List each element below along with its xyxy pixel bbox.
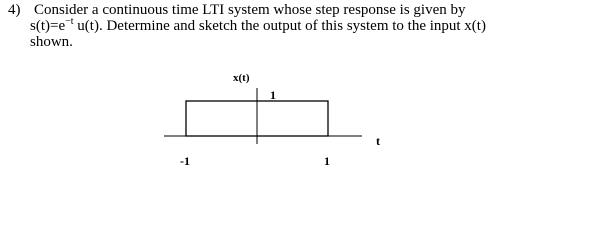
y-axis-label: x(t) (233, 72, 250, 84)
step-response-exponent: −t (65, 16, 74, 27)
problem-line-1-text: Consider a continuous time LTI system whose step response is given by (34, 2, 466, 18)
problem-number: 4) (8, 2, 21, 18)
problem-line-3: shown. (30, 34, 73, 50)
problem-line-2-text: u(t). Determine and sketch the output of this system to the input x(t) (73, 18, 486, 34)
pulse-height-label: 1 (270, 88, 276, 102)
tick-left-label: -1 (180, 154, 190, 168)
tick-right-label: 1 (324, 154, 330, 168)
step-response-prefix: s(t)=e (30, 18, 66, 34)
x-axis-label: t (376, 134, 380, 148)
